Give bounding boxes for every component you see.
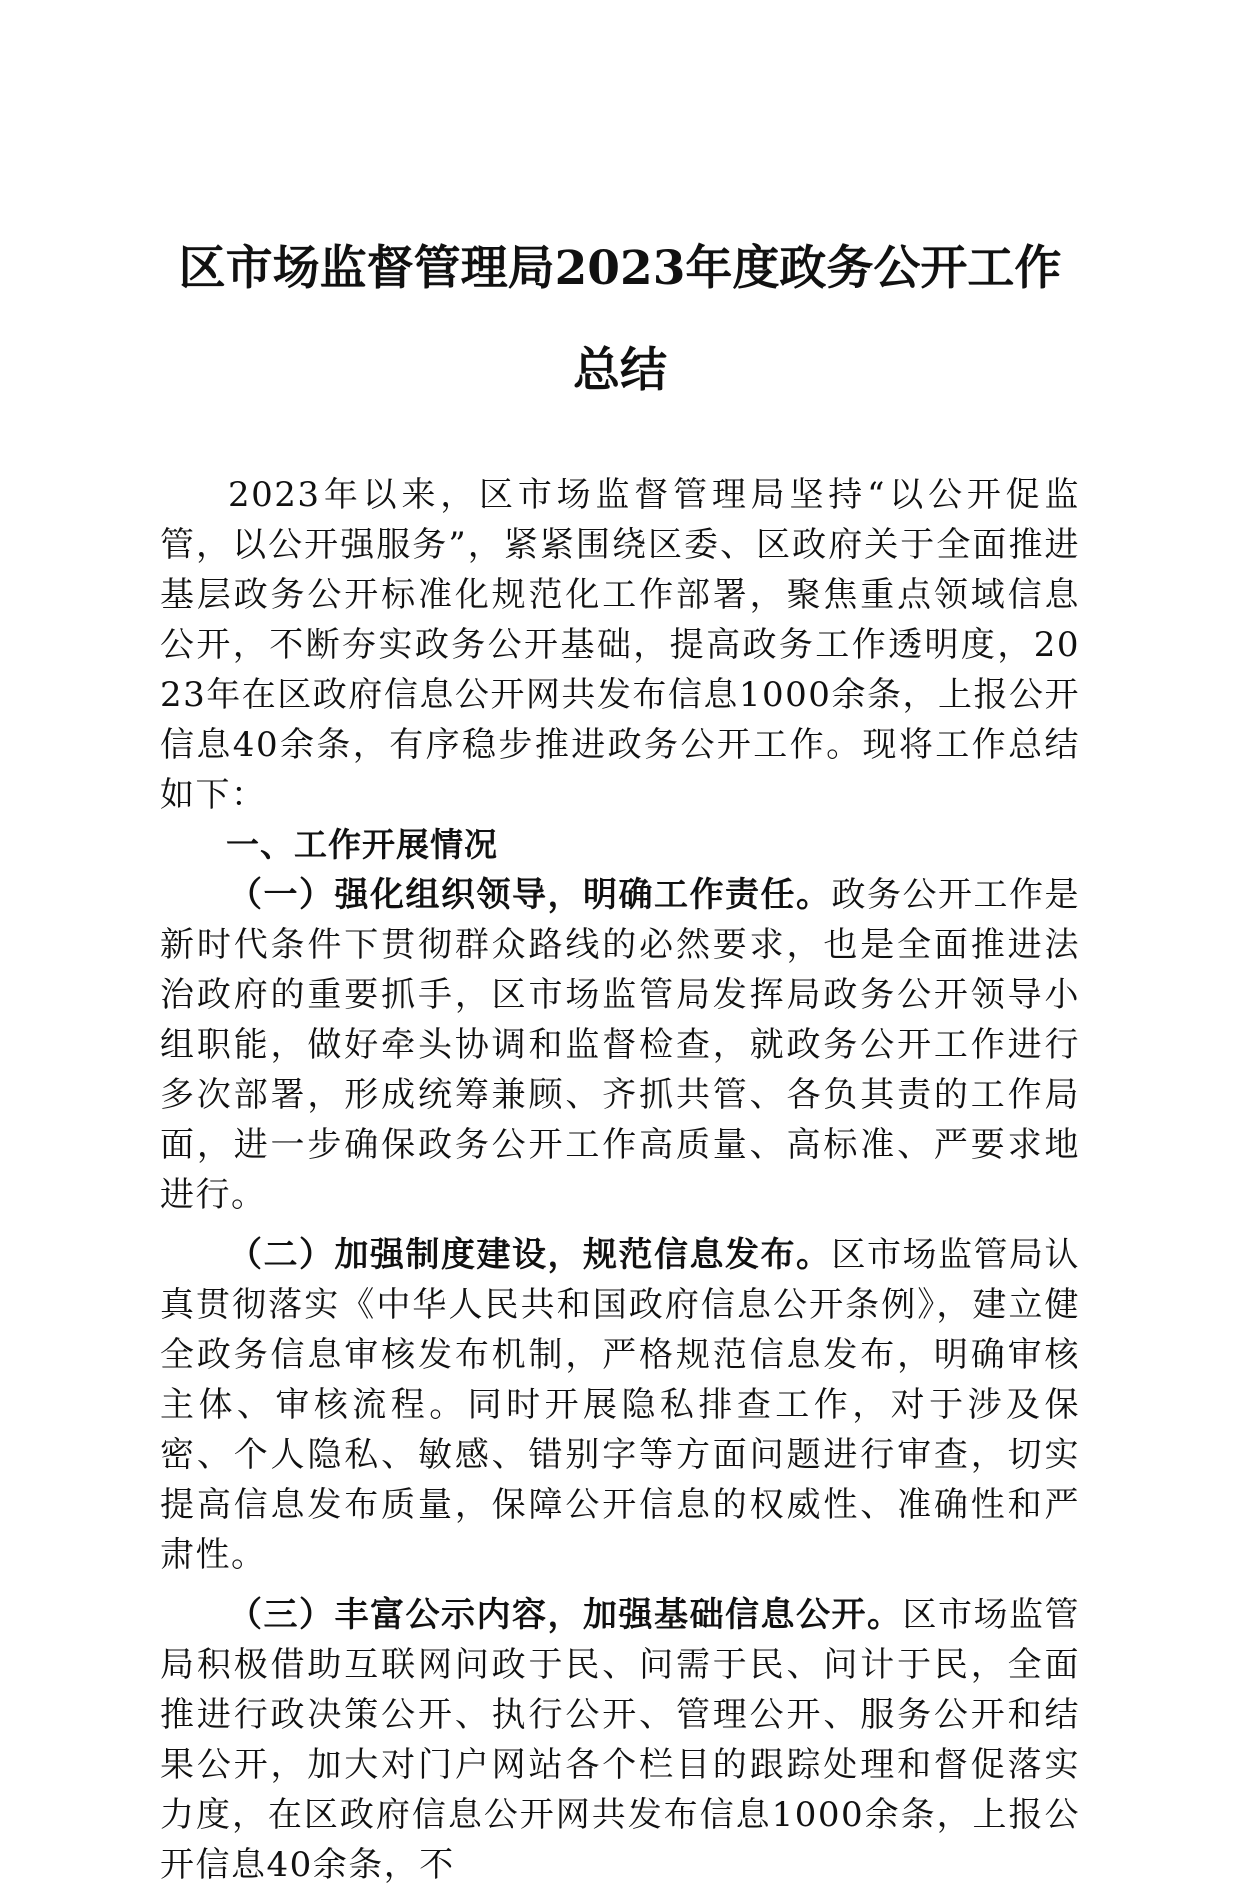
item-text-2: 区市场监管局认真贯彻落实《中华人民共和国政府信息公开条例》，建立健全政务信息审核发布机制，严格规范信息发布，明确审核主体、审核流程。同时开展隐私排查工作，对于涉及保密、个人隐私、敏感、错别字等方面问题进行审查，切实提高信息发布质量，保障公开信息的权威性、准确性和严肃性。	[160, 1235, 1080, 1575]
item-text-1: 政务公开工作是新时代条件下贯彻群众路线的必然要求，也是全面推进法治政府的重要抓手，区市场监管局发挥局政务公开领导小组职能，做好牵头协调和监督检查，就政务公开工作进行多次部署，形成统筹兼顾、齐抓共管、各负其责的工作局面，进一步确保政务公开工作高质量、高标准、严要求地进行。	[160, 875, 1080, 1215]
item-paragraph-2	[160, 1230, 1080, 1580]
section-heading: 一、工作开展情况	[226, 825, 498, 864]
item-text-3: 区市场监管局积极借助互联网问政于民、问需于民、问计于民，全面推进行政决策公开、执行公开、管理公开、服务公开和结果公开，加大对门户网站各个栏目的跟踪处理和督促落实力度，在区政府信息公开网共发布信息1000余条，上报公开信息40余条，不	[160, 1595, 1080, 1885]
document-body	[160, 470, 1080, 1890]
intro-paragraph: 2023年以来，区市场监督管理局坚持“以公开促监管，以公开强服务”，紧紧围绕区委、区政府关于全面推进基层政务公开标准化规范化工作部署，聚焦重点领域信息公开，不断夯实政务公开基础，提高政务工作透明度，2023年在区政府信息公开网共发布信息1000余条，上报公开信息40余条，有序稳步推进政务公开工作。现将工作总结如下：	[160, 475, 1080, 815]
item-lead-2: （二）加强制度建设，规范信息发布。	[228, 1235, 832, 1275]
item-paragraph-3	[160, 1590, 1080, 1890]
item-paragraph-1	[160, 870, 1080, 1220]
paragraph-gap	[160, 1220, 1080, 1230]
paragraph-gap	[160, 1580, 1080, 1590]
item-lead-3: （三）丰富公示内容，加强基础信息公开。	[228, 1595, 903, 1635]
document-title: 区市场监督管理局2023年度政务公开工作总结	[178, 241, 1062, 398]
item-lead-1: （一）强化组织领导，明确工作责任。	[228, 875, 832, 915]
